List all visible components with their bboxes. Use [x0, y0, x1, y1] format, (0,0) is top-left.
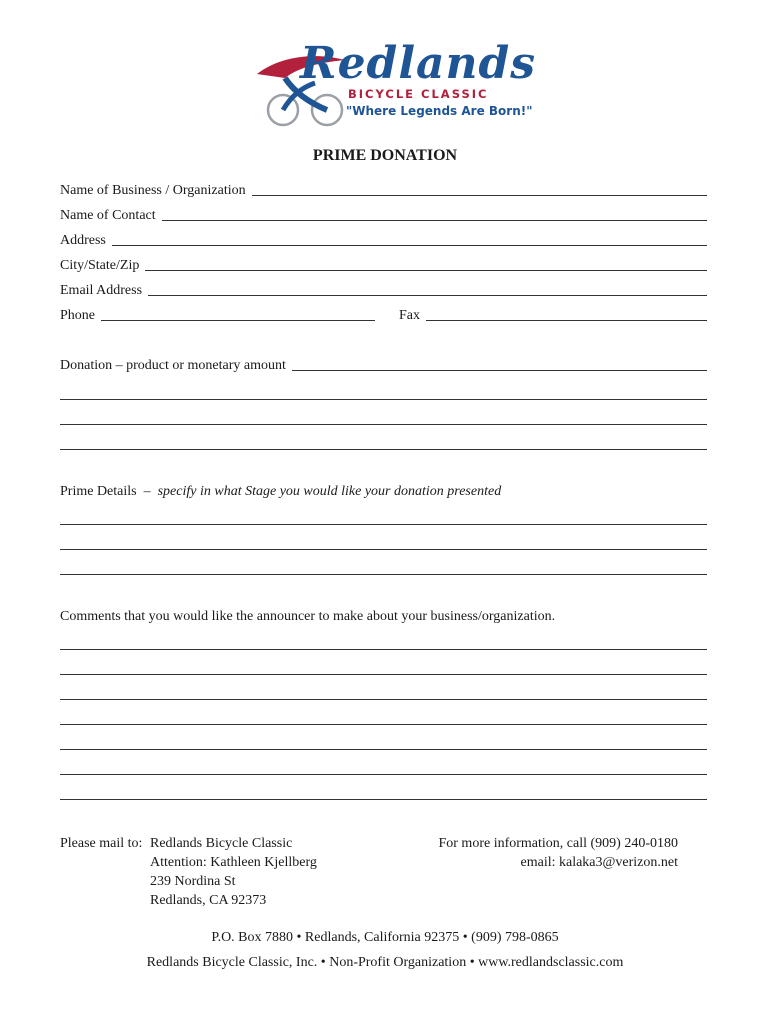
footer-address: P.O. Box 7880 • Redlands, California 92375 • (909) 798-0865	[211, 930, 559, 945]
comments-line[interactable]	[60, 749, 707, 750]
donation-label: Donation – product or monetary amount	[60, 358, 286, 373]
mail-line: 239 Nordina St	[150, 874, 236, 889]
comments-line[interactable]	[60, 674, 707, 675]
mail-label: Please mail to:	[60, 836, 143, 851]
comments-line[interactable]	[60, 699, 707, 700]
info-email: email: kalaka3@verizon.net	[520, 855, 678, 870]
address-blank[interactable]	[112, 233, 707, 246]
comments-line[interactable]	[60, 649, 707, 650]
footer-organization: Redlands Bicycle Classic, Inc. • Non-Profit Organization • www.redlandsclassic.com	[146, 955, 624, 970]
contact-blank[interactable]	[162, 208, 707, 221]
donation-line[interactable]	[60, 449, 707, 450]
mail-line: Redlands Bicycle Classic	[150, 836, 293, 851]
contact-label: Name of Contact	[60, 208, 156, 223]
business-label: Name of Business / Organization	[60, 183, 246, 198]
email-field[interactable]	[60, 283, 707, 299]
page-title: PRIME DONATION	[312, 147, 458, 164]
logo-name: Redlands	[300, 38, 537, 89]
business-blank[interactable]	[252, 183, 707, 196]
comments-heading: Comments that you would like the announcer to make about your business/organization.	[60, 609, 556, 624]
mail-line: Attention: Kathleen Kjellberg	[150, 855, 317, 870]
prime-details-heading	[60, 484, 501, 500]
prime-details-dash: –	[143, 484, 151, 499]
prime-details-line[interactable]	[60, 549, 707, 550]
logo-tagline: "Where Legends Are Born!"	[346, 104, 533, 118]
prime-details-line[interactable]	[60, 574, 707, 575]
phone-field[interactable]	[60, 308, 375, 324]
mail-line: Redlands, CA 92373	[150, 893, 267, 908]
address-label: Address	[60, 233, 106, 248]
mail-address	[150, 834, 317, 910]
prime-details-line[interactable]	[60, 524, 707, 525]
info-phone: For more information, call (909) 240-0180	[438, 836, 678, 851]
prime-details-hint: specify in what Stage you would like your donation presented	[157, 484, 502, 499]
phone-label: Phone	[60, 308, 95, 323]
comments-line[interactable]	[60, 799, 707, 800]
comments-line[interactable]	[60, 774, 707, 775]
comments-line[interactable]	[60, 724, 707, 725]
contact-info	[438, 834, 678, 872]
fax-blank[interactable]	[426, 308, 707, 321]
city-state-zip-label: City/State/Zip	[60, 258, 140, 273]
email-blank[interactable]	[148, 283, 707, 296]
contact-field[interactable]	[60, 208, 707, 224]
city-state-zip-blank[interactable]	[145, 258, 707, 271]
donation-line[interactable]	[60, 424, 707, 425]
donation-blank[interactable]	[292, 358, 707, 371]
business-field[interactable]	[60, 183, 707, 199]
logo-subtitle: BICYCLE CLASSIC	[348, 87, 489, 101]
donation-line[interactable]	[60, 399, 707, 400]
address-field[interactable]	[60, 233, 707, 249]
prime-details-label: Prime Details	[60, 484, 137, 499]
email-label: Email Address	[60, 283, 143, 298]
fax-label: Fax	[399, 308, 420, 323]
phone-blank[interactable]	[101, 308, 375, 321]
city-state-zip-field[interactable]	[60, 258, 707, 274]
fax-field[interactable]	[399, 308, 707, 324]
donation-field[interactable]	[60, 358, 707, 374]
